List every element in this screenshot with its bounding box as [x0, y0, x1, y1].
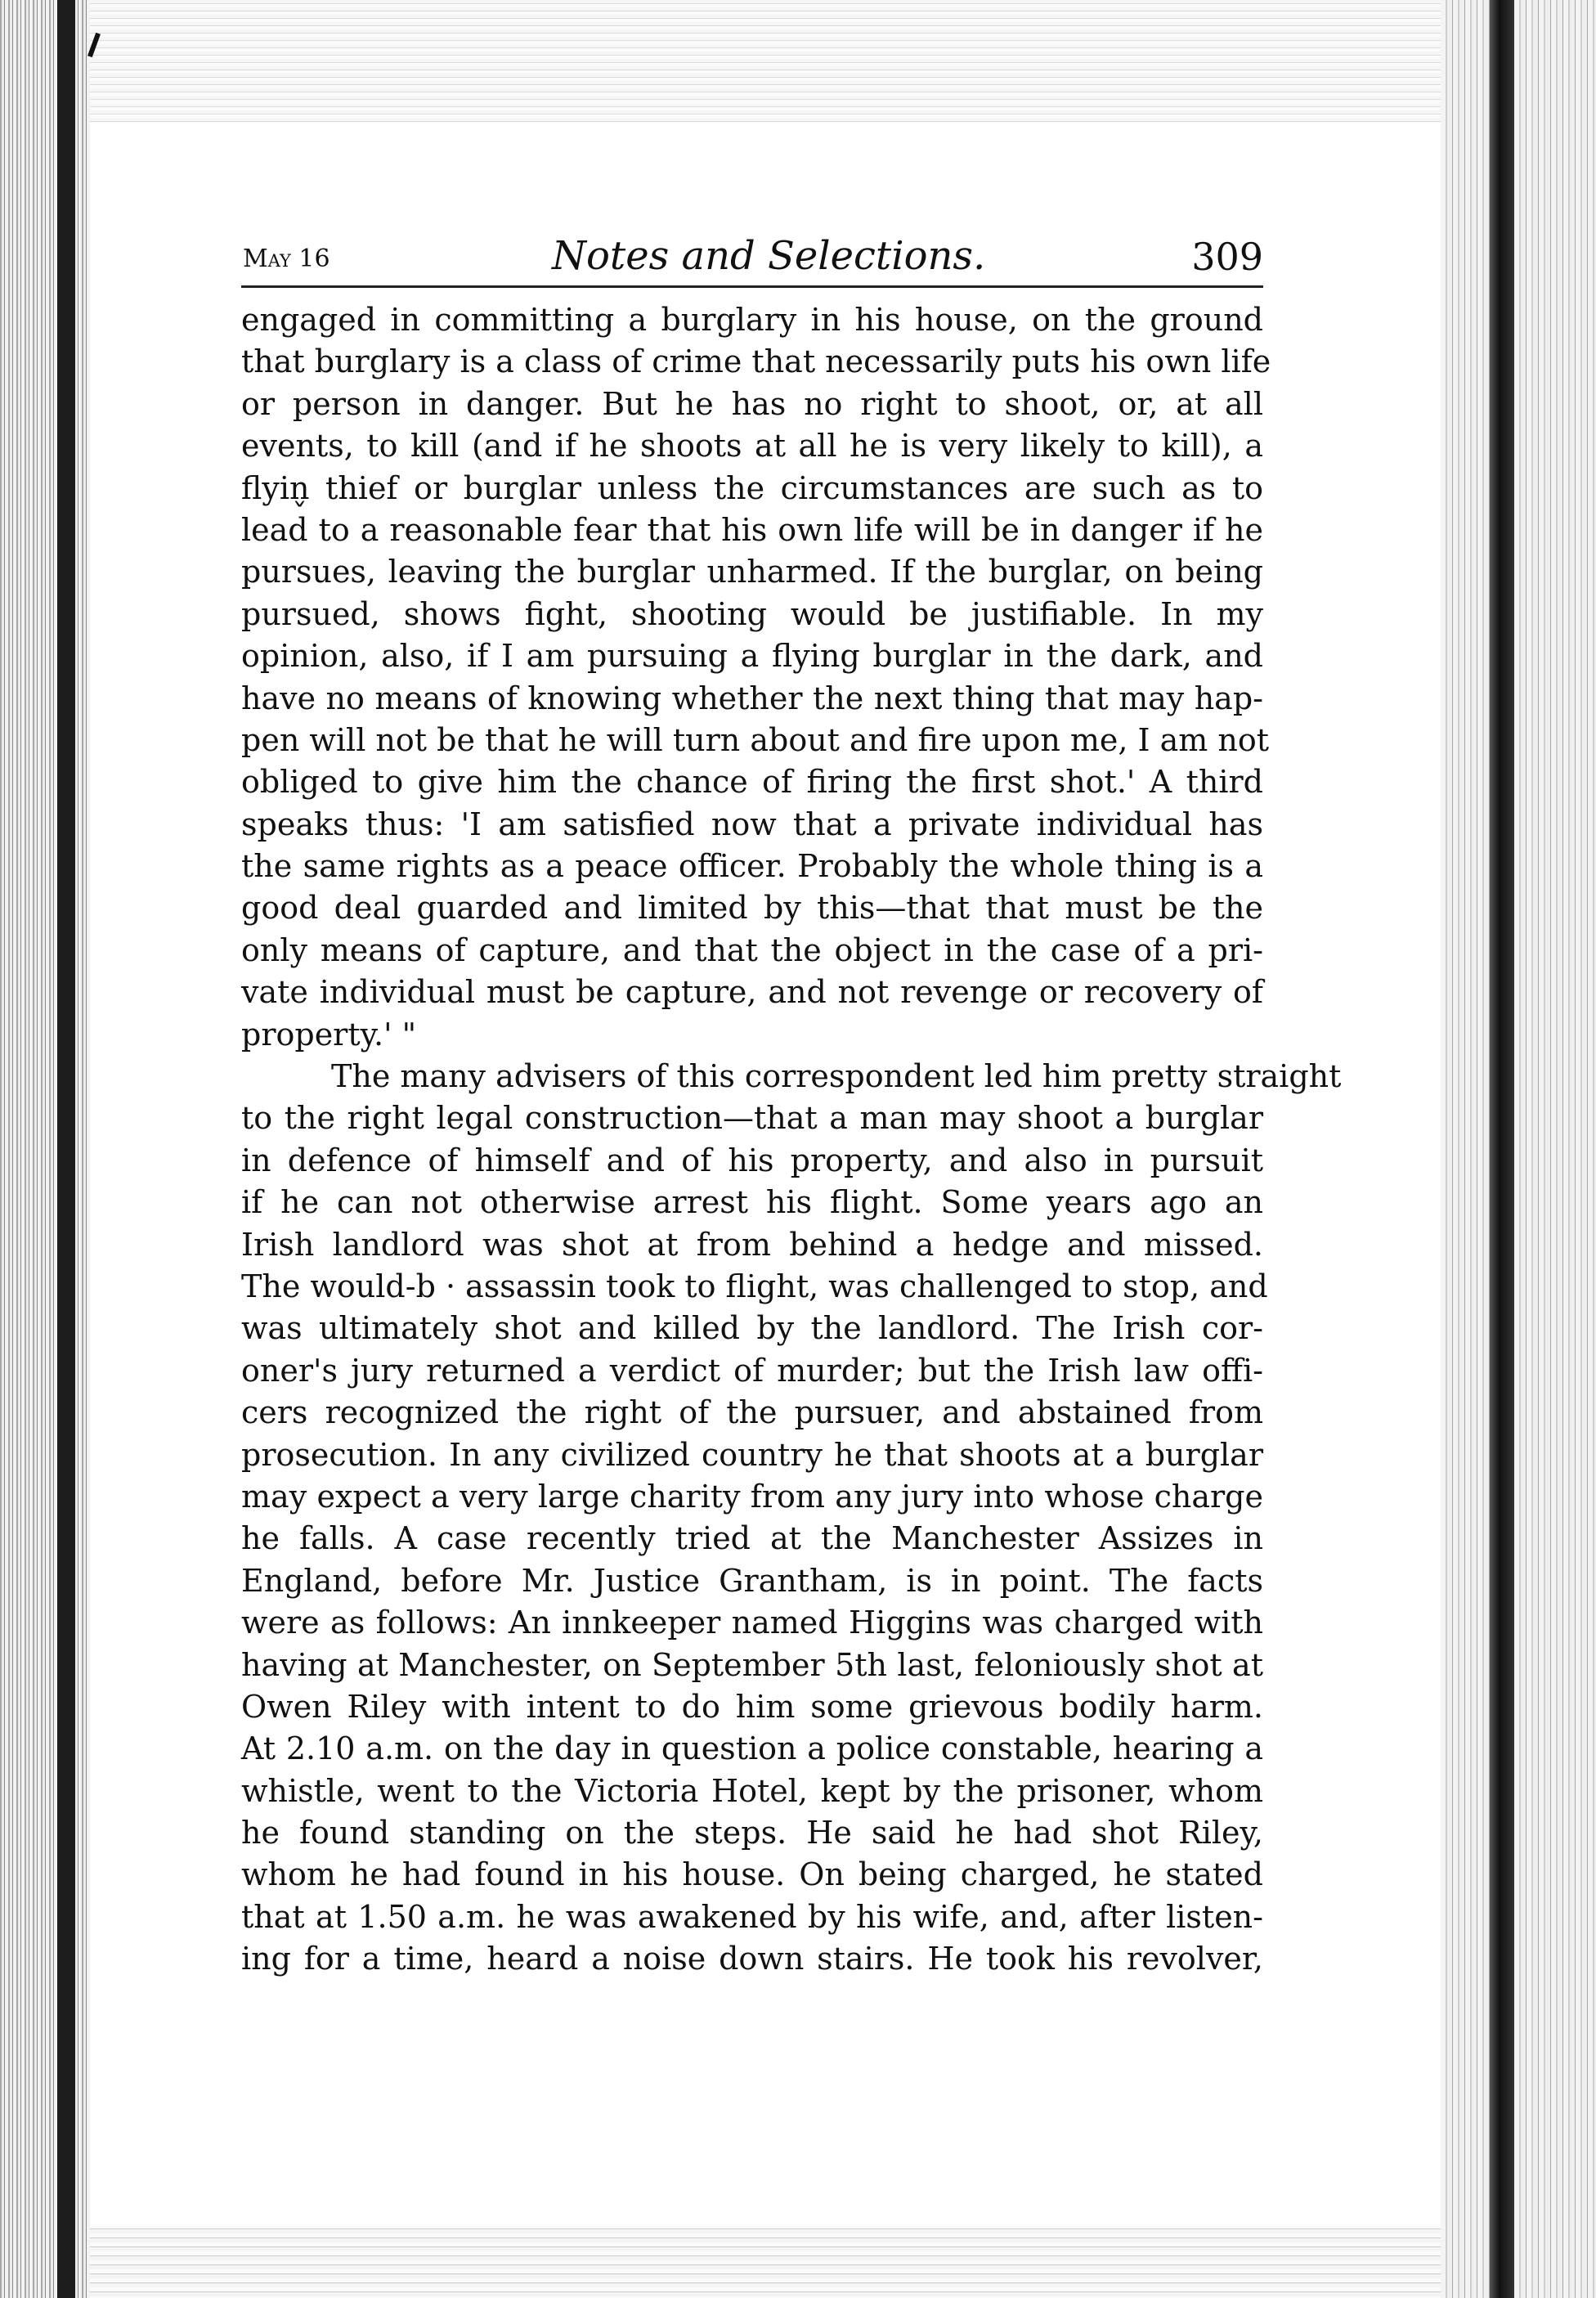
page-number: 309: [1191, 235, 1263, 279]
text-line: whistle, went to the Victoria Hotel, kept by the prisoner, whom: [241, 1772, 1263, 1809]
text-line: were as follows: An innkeeper named Higgins was charged with: [241, 1605, 1263, 1641]
scan-border-right: [1441, 0, 1596, 2298]
text-line: ing for a time, heard a noise down stairs. He took his revolver,: [241, 1941, 1263, 1977]
text-line: if he can not otherwise arrest his flight. Some years ago an: [241, 1184, 1263, 1221]
text-line: only means of capture, and that the object in the case of a pri-: [241, 931, 1263, 968]
text-line: vate individual must be capture, and not revenge or recovery of: [241, 974, 1263, 1011]
text-line: that at 1.50 a.m. he was awakened by his wife, and, after listen-: [241, 1898, 1263, 1935]
text-line: may expect a very large charity from any jury into whose charge: [241, 1478, 1263, 1515]
text-line: pursued, shows fight, shooting would be justifiable. In my: [241, 595, 1263, 632]
running-head: [241, 233, 1263, 288]
text-line: he found standing on the steps. He said he had shot Riley,: [241, 1815, 1263, 1851]
text-line: lead to a reasonable fear that his own life will be in danger if he: [241, 511, 1263, 548]
scan-border-left: [0, 0, 90, 2298]
text-line: that burglary is a class of crime that necessarily puts his own life: [241, 343, 1271, 380]
text-line: the same rights as a peace officer. Probably the whole thing is a: [241, 848, 1263, 885]
text-line: or person in danger. But he has no right to shoot, or, at all: [241, 385, 1263, 422]
text-line: speaks thus: 'I am satisfied now that a private individual has: [241, 806, 1263, 842]
body-text: [241, 299, 1342, 1981]
scan-binding-edge: [57, 0, 75, 2298]
text-line: events, to kill (and if he shoots at all he is very likely to kill), a: [241, 428, 1263, 465]
text-line: The would-b · assassin took to flight, was challenged to stop, and: [241, 1268, 1268, 1304]
scan-page-edge: [1490, 0, 1514, 2298]
text-line: pursues, leaving the burglar unharmed. If the burglar, on being: [241, 554, 1263, 590]
text-line: At 2.10 a.m. on the day in question a police constable, hearing a: [241, 1730, 1263, 1767]
text-line: to the right legal construction—that a man may shoot a burglar: [241, 1100, 1263, 1137]
header-date: May 16: [243, 245, 330, 273]
text-line: have no means of knowing whether the next thing that may hap-: [241, 680, 1263, 716]
text-line: Owen Riley with intent to do him some grievous bodily harm.: [241, 1688, 1263, 1725]
text-line: England, before Mr. Justice Grantham, is in point. The facts: [241, 1562, 1263, 1599]
text-line: oner's jury returned a verdict of murder; but the Irish law offi-: [241, 1352, 1263, 1389]
text-line: good deal guarded and limited by this—that that must be the: [241, 890, 1263, 927]
header-title: Notes and Selections.: [552, 233, 986, 279]
text-line: property.' ": [241, 1016, 417, 1053]
book-page: [241, 233, 1342, 1981]
text-line: The many advisers of this correspondent led him pretty straight: [331, 1058, 1342, 1095]
scan-border-bottom: [90, 2224, 1441, 2298]
text-line: prosecution. In any civilized country he that shoots at a burglar: [241, 1436, 1263, 1473]
scan-border-top: [90, 0, 1441, 123]
text-line: flyin̬ thief or burglar unless the circumstances are such as to: [241, 469, 1263, 506]
text-line: in defence of himself and of his property, and also in pursuit: [241, 1142, 1263, 1178]
text-line: he falls. A case recently tried at the Manchester Assizes in: [241, 1520, 1263, 1557]
text-line: having at Manchester, on September 5th last, feloniously shot at: [241, 1646, 1263, 1683]
text-line: Irish landlord was shot at from behind a hedge and missed.: [241, 1226, 1263, 1263]
text-line: was ultimately shot and killed by the landlord. The Irish cor-: [241, 1310, 1263, 1347]
text-line: whom he had found in his house. On being charged, he stated: [241, 1856, 1263, 1893]
text-line: engaged in committing a burglary in his house, on the ground: [241, 302, 1263, 338]
text-line: cers recognized the right of the pursuer, and abstained from: [241, 1394, 1263, 1431]
text-line: obliged to give him the chance of firing the first shot.' A third: [241, 764, 1263, 801]
text-line: pen will not be that he will turn about and fire upon me, I am not: [241, 721, 1270, 758]
text-line: opinion, also, if I am pursuing a flying burglar in the dark, and: [241, 638, 1263, 675]
